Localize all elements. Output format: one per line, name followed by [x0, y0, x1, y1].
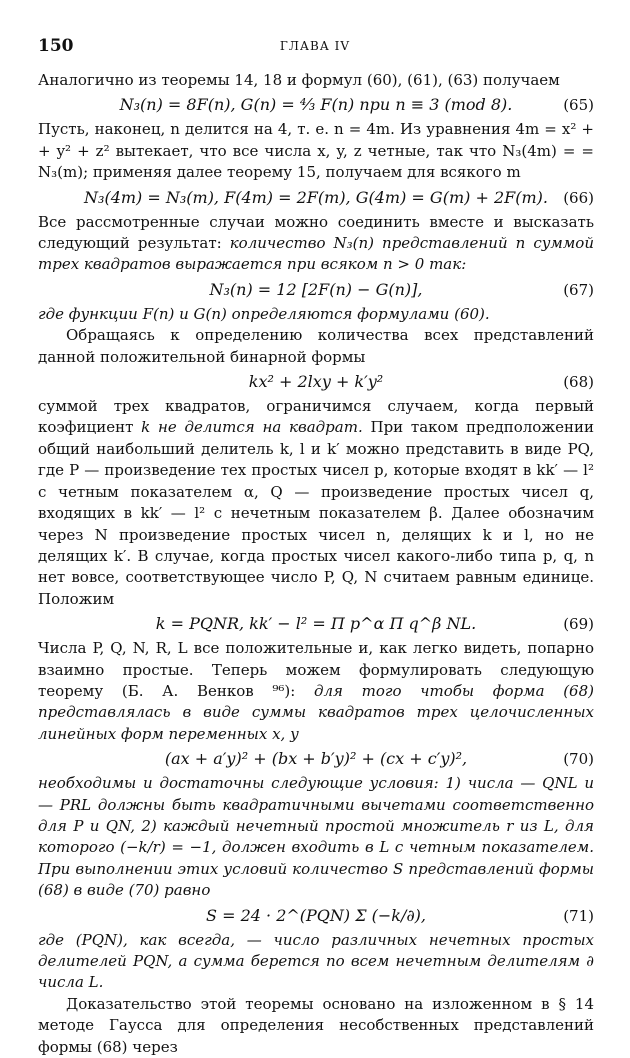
paragraph-7 [38, 638, 594, 745]
paragraph-9: где (PQN), как всегда, — число различных нечетных простых делителей PQN, а сумма берется по всем нечетным делителям ∂ числа L. [38, 930, 594, 992]
equation-71-number: (71) [563, 906, 594, 925]
equation-67-number: (67) [563, 280, 594, 299]
paragraph-3 [38, 212, 594, 276]
page-number: 150 [38, 36, 74, 56]
paragraph-7-italic: для того чтобы форма (68) представлялась в виде суммы квадратов трех целочисленных линейных форм переменных x, y [38, 681, 594, 743]
equation-70 [38, 745, 594, 773]
equation-68 [38, 368, 594, 396]
equation-71-text: S = 24 · 2^(PQN) Σ (−k/∂), [206, 905, 426, 925]
paragraph-5: Обращаясь к определению количества всех представлений данной положительной бинарной формы [38, 326, 594, 366]
paragraph-7-plain: Числа P, Q, N, R, L все положительные и, как легко видеть, попарно взаимно простые. Теперь можем формулировать следующую теорему (Б. А. Венков ⁹⁶): [38, 639, 594, 700]
equation-68-text: kx² + 2lxy + k′y² [248, 372, 384, 392]
equation-66-number: (66) [563, 188, 594, 207]
paragraph-6-plain-a: суммой трех квадратов, ограничимся случаем, когда первый коэфициент [38, 397, 594, 437]
equation-70-text: (ax + a′y)² + (bx + b′y)² + (cx + c′y)², [164, 749, 468, 769]
paragraph-4: где функции F(n) и G(n) определяются формулами (60). [38, 304, 490, 323]
equation-69 [38, 610, 594, 638]
equation-65-text: N₃(n) = 8F(n), G(n) = ⁴⁄₃ F(n) при n ≡ 3 (mod 8). [119, 95, 513, 115]
chapter-title: ГЛАВА IV [279, 39, 351, 53]
paragraph-6-plain-b: При таком предположении общий наибольший делитель k, l и k′ можно представить в виде PQ, где P — произведение тех простых чисел p, которые входят в kk′ — l² с четным показателем α, Q — произведение простых чисел q, входящих в kk′ — l² с нечетным показателем β. Далее обозначим через N произведение простых чисел n, делящих k и l, но не делящих k′. В случае, когда простых чисел какого-либо типа p, q, n нет вовсе, соответствующее число P, Q, N считаем равным единице. Положим [38, 418, 594, 608]
equation-68-number: (68) [563, 373, 594, 392]
paragraph-1: Аналогично из теоремы 14, 18 и формул (60), (61), (63) получаем [38, 71, 560, 89]
equation-67-text: N₃(n) = 12 [2F(n) − G(n)], [209, 279, 423, 299]
paragraph-8: необходимы и достаточны следующие условия: 1) числа — QNL и — PRL должны быть квадратичными вычетами соответственно для P и QN, 2) каждый нечетный простой множитель r из L, для которого (−k/r) = −1, должен входить в L с четным показателем. При выполнении этих условий количество S представлений формы (68) в виде (70) равно [38, 774, 594, 900]
running-header [38, 36, 592, 56]
paragraph-10: Доказательство этой теоремы основано на изложенном в § 14 методе Гаусса для определения несобственных представлений формы (68) через [38, 994, 594, 1056]
paragraph-6 [38, 396, 594, 610]
paragraph-3-plain: Все рассмотренные случаи можно соединить вместе и высказать следующий результат: [38, 212, 594, 253]
equation-69-text: k = PQNR, kk′ − l² = Π p^α Π q^β NL. [155, 614, 477, 634]
equation-65-number: (65) [563, 96, 594, 115]
paragraph-3-italic: количество N₃(n) представлений n суммой трех квадратов выражается при всяком n > 0 так: [38, 234, 594, 274]
equation-71 [38, 902, 594, 930]
equation-67 [38, 276, 594, 304]
equation-69-number: (69) [563, 615, 594, 634]
page-body [38, 70, 594, 1058]
equation-70-number: (70) [563, 750, 594, 769]
paragraph-2: Пусть, наконец, n делится на 4, т. е. n = 4m. Из уравнения 4m = x² + + y² + z² вытекает, что все числа x, y, z четные, так что N₃(4m) = = N₃(m); применяя далее теорему 15, получаем для всякого m [38, 120, 594, 182]
paragraph-6-italic: k не делится на квадрат. [141, 418, 363, 437]
equation-65 [38, 91, 594, 119]
equation-66-text: N₃(4m) = N₃(m), F(4m) = 2F(m), G(4m) = G(m) + 2F(m). [84, 187, 548, 207]
equation-66 [38, 184, 594, 212]
